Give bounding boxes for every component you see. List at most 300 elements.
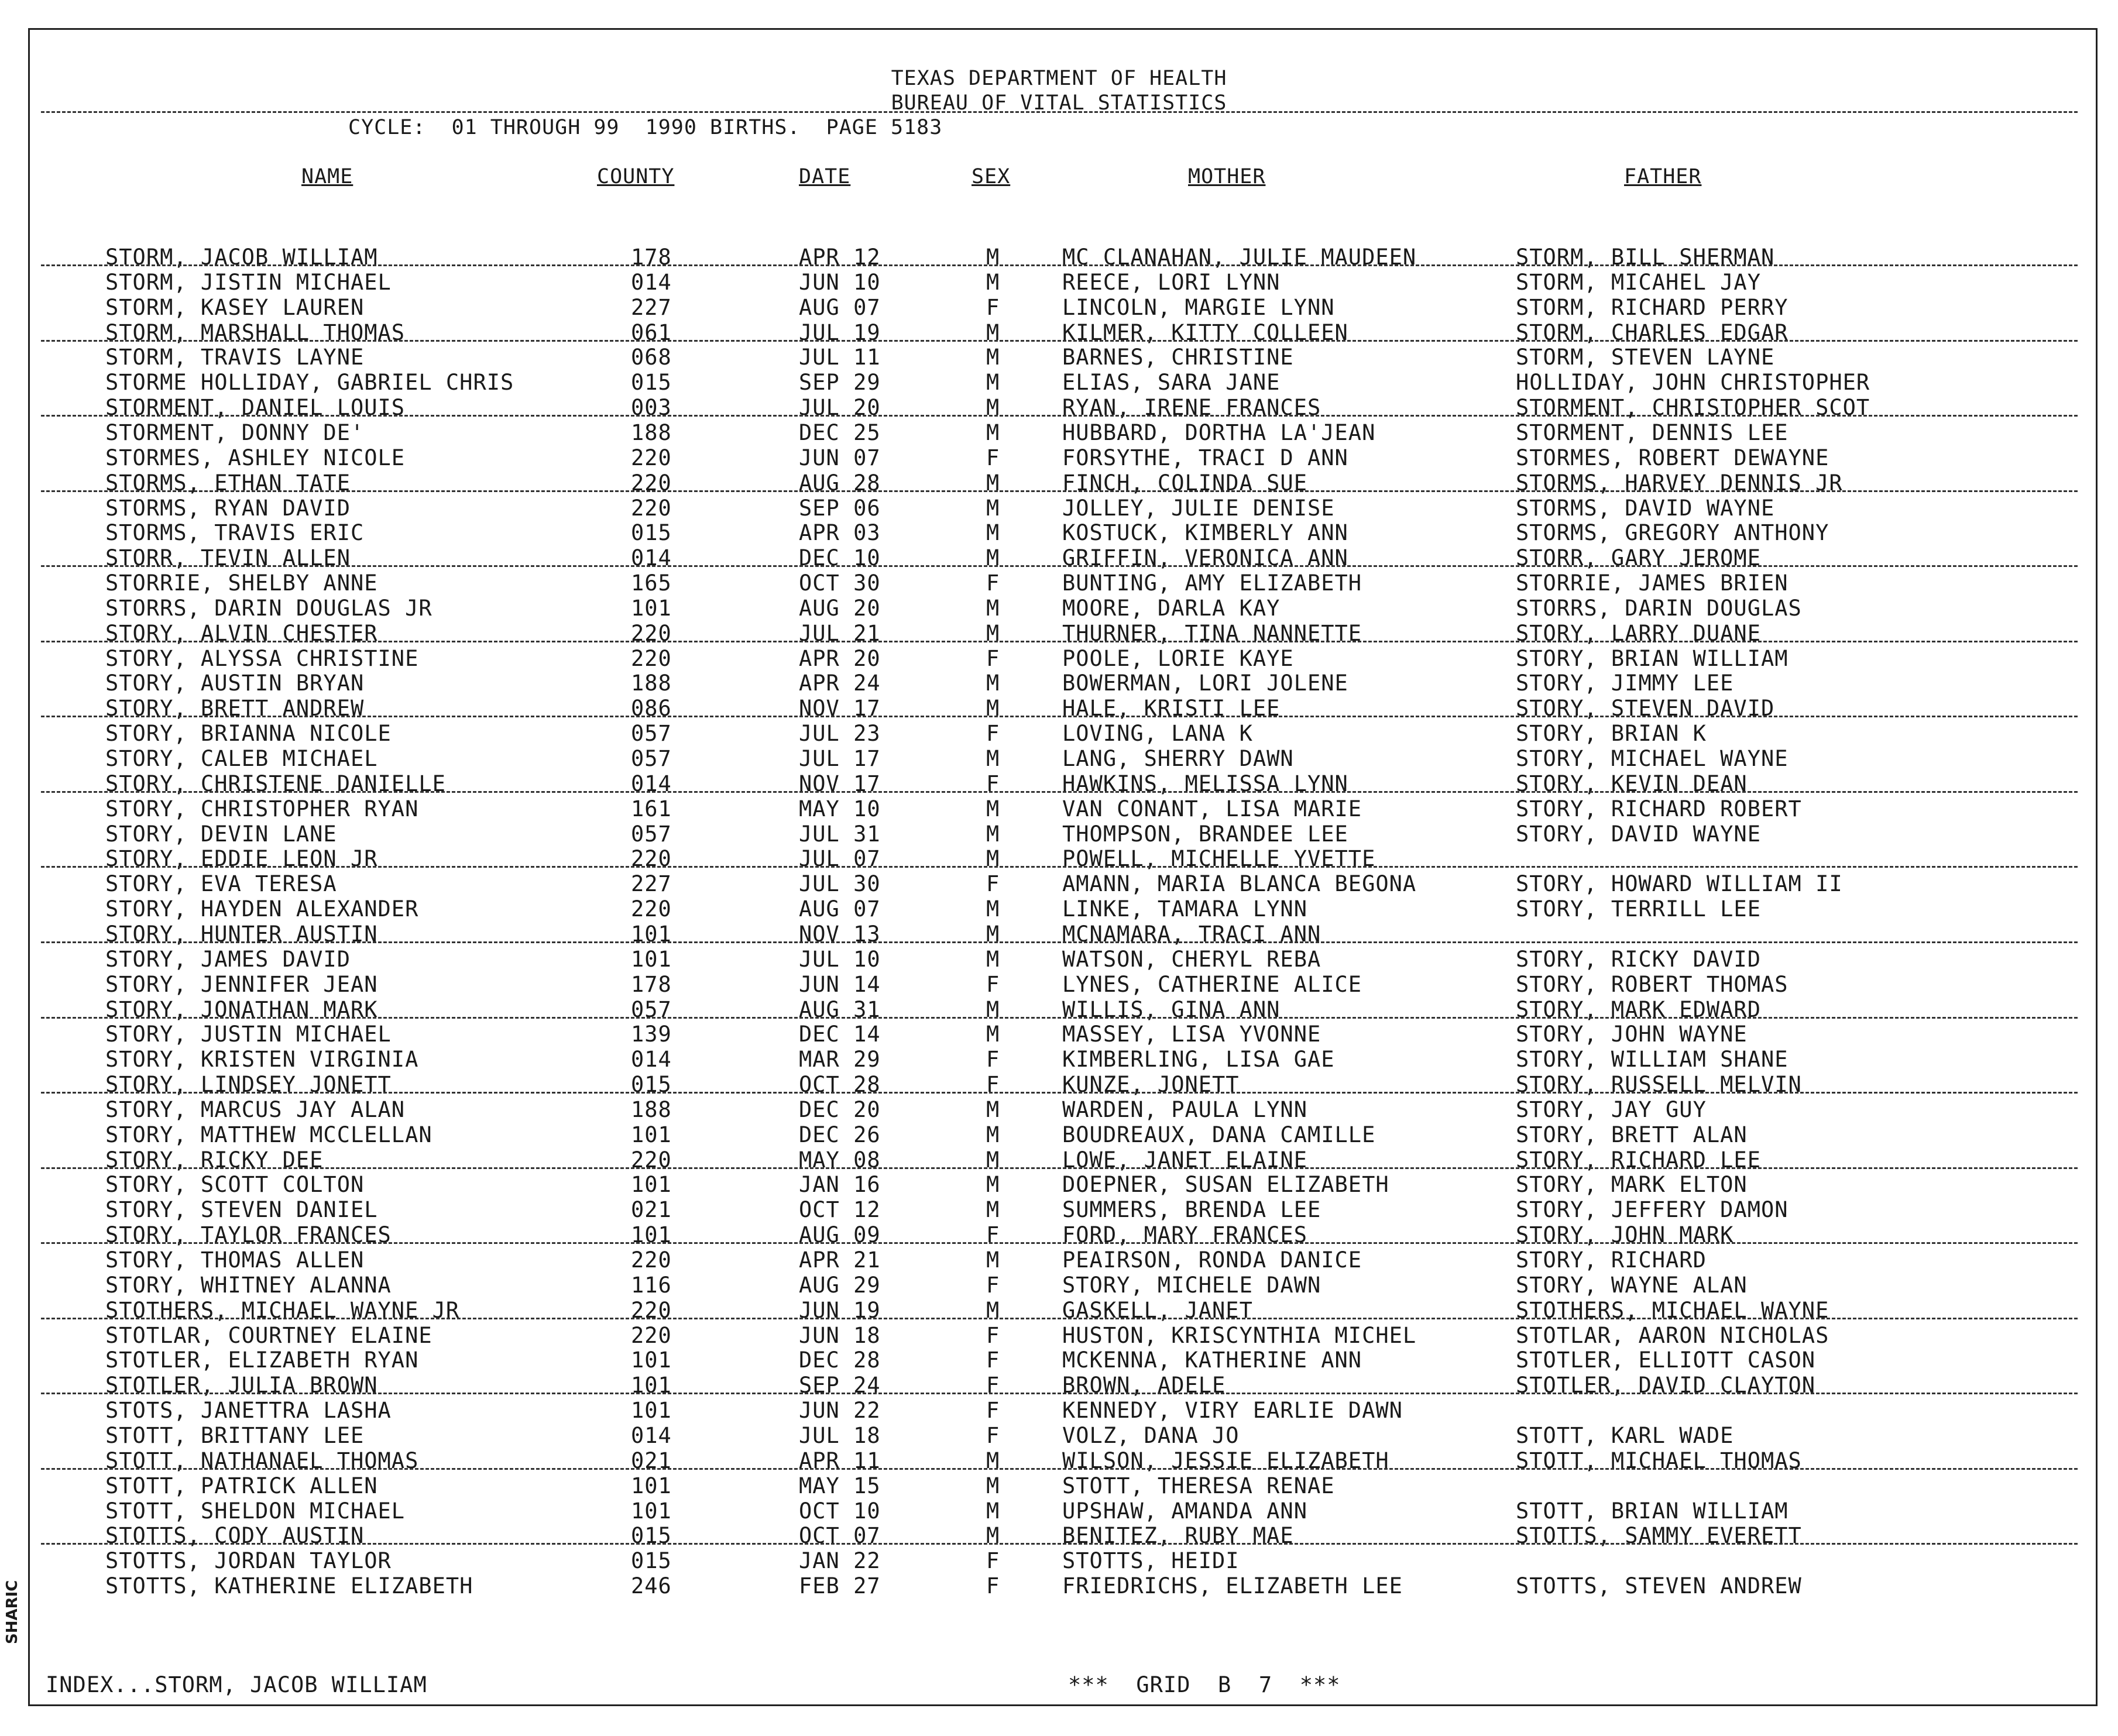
cell-name: STORY, AUSTIN BRYAN — [105, 671, 365, 696]
header-bureau: BUREAU OF VITAL STATISTICS — [891, 91, 1227, 115]
cell-sex: F — [986, 445, 1000, 470]
cell-sex: M — [986, 896, 1000, 922]
cell-sex: F — [986, 570, 1000, 596]
cell-name: STORM, MARSHALL THOMAS — [105, 319, 406, 345]
header-agency: TEXAS DEPARTMENT OF HEALTH — [891, 67, 1227, 90]
cell-father: STORY, JIMMY LEE — [1516, 671, 1734, 696]
cell-county: 220 — [631, 445, 672, 470]
cell-mother: HUBBARD, DORTHA LA'JEAN — [1062, 420, 1376, 445]
cell-name: STORRIE, SHELBY ANNE — [105, 570, 378, 596]
cell-date: OCT 12 — [799, 1197, 881, 1223]
cell-date: JUL 18 — [799, 1422, 881, 1448]
cell-county: 015 — [631, 520, 672, 546]
cell-date: JUN 07 — [799, 445, 881, 470]
table-row — [0, 997, 2118, 1020]
cell-mother: LINKE, TAMARA LYNN — [1062, 896, 1307, 922]
cell-date: JUL 30 — [799, 871, 881, 897]
cell-sex: M — [986, 1297, 1000, 1323]
cell-name: STORY, MARCUS JAY ALAN — [105, 1096, 406, 1122]
cell-name: STORY, ALYSSA CHRISTINE — [105, 645, 419, 671]
cell-mother: FINCH, COLINDA SUE — [1062, 470, 1307, 496]
cell-sex: M — [986, 545, 1000, 571]
cell-sex: M — [986, 1122, 1000, 1147]
cell-mother: PEAIRSON, RONDA DANICE — [1062, 1247, 1362, 1273]
cell-name: STORMS, TRAVIS ERIC — [105, 520, 365, 546]
table-row — [0, 896, 2118, 920]
cell-mother: LYNES, CATHERINE ALICE — [1062, 971, 1362, 997]
table-row — [0, 696, 2118, 719]
table-row — [0, 1448, 2118, 1472]
cell-name: STORM, KASEY LAUREN — [105, 294, 365, 320]
cell-county: 220 — [631, 620, 672, 646]
cell-county: 021 — [631, 1448, 672, 1473]
cell-sex: M — [986, 1448, 1000, 1473]
cell-date: MAR 29 — [799, 1047, 881, 1072]
cell-mother: MCKENNA, KATHERINE ANN — [1062, 1347, 1362, 1373]
cell-date: DEC 26 — [799, 1122, 881, 1147]
cell-date: NOV 13 — [799, 921, 881, 947]
cell-county: 015 — [631, 1548, 672, 1574]
cell-county: 101 — [631, 595, 672, 621]
table-row — [0, 270, 2118, 293]
cell-father: STORMENT, CHRISTOPHER SCOT — [1516, 395, 1870, 421]
cell-date: APR 20 — [799, 645, 881, 671]
cell-county: 101 — [631, 1347, 672, 1373]
cell-county: 057 — [631, 721, 672, 747]
table-row — [0, 1423, 2118, 1446]
cell-county: 057 — [631, 821, 672, 847]
cell-mother: AMANN, MARIA BLANCA BEGONA — [1062, 871, 1417, 897]
cell-father: STORM, RICHARD PERRY — [1516, 294, 1789, 320]
cell-county: 139 — [631, 1022, 672, 1047]
table-row — [0, 1398, 2118, 1424]
table-row — [0, 1373, 2118, 1396]
table-row — [0, 320, 2118, 343]
table-row — [0, 1072, 2118, 1098]
cell-date: DEC 20 — [799, 1096, 881, 1122]
table-row — [0, 646, 2118, 669]
cell-mother: LOWE, JANET ELAINE — [1062, 1147, 1307, 1173]
cell-name: STORY, RICKY DEE — [105, 1147, 324, 1173]
cell-date: JUL 20 — [799, 395, 881, 421]
table-row — [0, 1247, 2118, 1271]
cell-county: 220 — [631, 1147, 672, 1173]
cell-sex: M — [986, 370, 1000, 396]
cell-date: APR 24 — [799, 671, 881, 696]
table-row — [0, 520, 2118, 544]
cell-date: JUL 07 — [799, 846, 881, 872]
column-header-father: FATHER — [1624, 165, 1702, 188]
table-row — [0, 1197, 2118, 1221]
cell-sex: M — [986, 1498, 1000, 1524]
cell-sex: M — [986, 319, 1000, 345]
cell-mother: GRIFFIN, VERONICA ANN — [1062, 545, 1348, 571]
cell-name: STOTTS, JORDAN TAYLOR — [105, 1548, 392, 1574]
cell-father: STORY, STEVEN DAVID — [1516, 696, 1775, 721]
table-row — [0, 1273, 2118, 1296]
table-row — [0, 470, 2118, 494]
cell-father: STORMS, DAVID WAYNE — [1516, 495, 1775, 521]
table-row — [0, 771, 2118, 795]
cell-father: STORY, WAYNE ALAN — [1516, 1272, 1748, 1298]
cell-county: 220 — [631, 495, 672, 521]
cell-sex: F — [986, 1272, 1000, 1298]
cell-date: DEC 14 — [799, 1022, 881, 1047]
cell-mother: LOVING, LANA K — [1062, 721, 1253, 747]
cell-county: 014 — [631, 771, 672, 796]
cell-sex: F — [986, 294, 1000, 320]
cell-county: 101 — [631, 946, 672, 972]
cell-date: JUL 19 — [799, 319, 881, 345]
cell-county: 101 — [631, 1398, 672, 1424]
cell-mother: MOORE, DARLA KAY — [1062, 595, 1281, 621]
cell-county: 015 — [631, 1523, 672, 1549]
table-row — [0, 1047, 2118, 1070]
cell-father: STORY, MICHAEL WAYNE — [1516, 746, 1789, 771]
cell-father: STOTT, BRIAN WILLIAM — [1516, 1498, 1789, 1524]
cell-sex: F — [986, 1373, 1000, 1398]
cell-county: 188 — [631, 420, 672, 445]
cell-mother: WATSON, CHERYL REBA — [1062, 946, 1321, 972]
table-row — [0, 1498, 2118, 1522]
cell-father: STORMES, ROBERT DEWAYNE — [1516, 445, 1829, 470]
cell-county: 178 — [631, 245, 672, 270]
cell-mother: STOTTS, HEIDI — [1062, 1548, 1240, 1574]
cell-name: STORR, TEVIN ALLEN — [105, 545, 351, 571]
table-row — [0, 1122, 2118, 1146]
cell-mother: ELIAS, SARA JANE — [1062, 370, 1281, 396]
cell-mother: KIMBERLING, LISA GAE — [1062, 1047, 1335, 1072]
cell-county: 220 — [631, 1322, 672, 1348]
table-row — [0, 972, 2118, 995]
cell-sex: F — [986, 645, 1000, 671]
cell-name: STORY, THOMAS ALLEN — [105, 1247, 365, 1273]
cell-county: 014 — [631, 545, 672, 571]
cell-date: JUL 31 — [799, 821, 881, 847]
cell-father: STORY, MARK EDWARD — [1516, 996, 1761, 1022]
cell-sex: F — [986, 1422, 1000, 1448]
cell-name: STORY, EVA TERESA — [105, 871, 337, 897]
cell-county: 227 — [631, 871, 672, 897]
cell-county: 021 — [631, 1197, 672, 1223]
cell-name: STOTT, BRITTANY LEE — [105, 1422, 365, 1448]
column-header-name: NAME — [301, 165, 353, 188]
cell-mother: BOUDREAUX, DANA CAMILLE — [1062, 1122, 1376, 1147]
table-row — [0, 295, 2118, 318]
cell-sex: M — [986, 420, 1000, 445]
cell-name: STORY, EDDIE LEON JR — [105, 846, 378, 872]
cell-father: STORY, RUSSELL MELVIN — [1516, 1072, 1802, 1098]
cell-county: 015 — [631, 1072, 672, 1098]
cell-name: STORY, MATTHEW MCCLELLAN — [105, 1122, 432, 1147]
cell-sex: M — [986, 1096, 1000, 1122]
cell-name: STORY, ALVIN CHESTER — [105, 620, 378, 646]
cell-name: STORMENT, DANIEL LOUIS — [105, 395, 406, 421]
cell-county: 165 — [631, 570, 672, 596]
table-row — [0, 1172, 2118, 1198]
table-row — [0, 445, 2118, 469]
cell-county: 101 — [631, 1122, 672, 1147]
cell-county: 101 — [631, 921, 672, 947]
cell-sex: M — [986, 846, 1000, 872]
cell-sex: M — [986, 520, 1000, 546]
cell-date: FEB 27 — [799, 1573, 881, 1599]
cell-county: 220 — [631, 1247, 672, 1273]
cell-father: STORY, RICHARD LEE — [1516, 1147, 1761, 1173]
cell-sex: M — [986, 595, 1000, 621]
cell-date: AUG 28 — [799, 470, 881, 496]
table-row — [0, 370, 2118, 396]
table-row — [0, 245, 2118, 268]
cell-county: 003 — [631, 395, 672, 421]
table-row — [0, 846, 2118, 872]
cell-sex: F — [986, 1347, 1000, 1373]
cell-mother: STORY, MICHELE DAWN — [1062, 1272, 1321, 1298]
cell-father: STORY, DAVID WAYNE — [1516, 821, 1761, 847]
cell-mother: HUSTON, KRISCYNTHIA MICHEL — [1062, 1322, 1417, 1348]
cell-date: AUG 31 — [799, 996, 881, 1022]
cell-date: AUG 09 — [799, 1222, 881, 1248]
cell-county: 188 — [631, 671, 672, 696]
cell-name: STORME HOLLIDAY, GABRIEL CHRIS — [105, 370, 514, 396]
cell-father: STORM, STEVEN LAYNE — [1516, 345, 1775, 370]
table-row — [0, 1473, 2118, 1497]
cell-father: STOTLER, DAVID CLAYTON — [1516, 1373, 1816, 1398]
cell-sex: M — [986, 1523, 1000, 1549]
cell-father: STOTTS, SAMMY EVERETT — [1516, 1523, 1802, 1549]
cell-name: STORY, HUNTER AUSTIN — [105, 921, 378, 947]
cell-name: STORY, BRIANNA NICOLE — [105, 721, 392, 747]
cell-sex: M — [986, 696, 1000, 721]
cell-mother: MASSEY, LISA YVONNE — [1062, 1022, 1321, 1047]
cell-father: STORR, GARY JEROME — [1516, 545, 1761, 571]
cell-mother: BUNTING, AMY ELIZABETH — [1062, 570, 1362, 596]
cell-name: STORY, CHRISTENE DANIELLE — [105, 771, 446, 796]
table-row — [0, 1022, 2118, 1045]
header-divider — [41, 111, 2078, 113]
cell-father: STORMS, GREGORY ANTHONY — [1516, 520, 1829, 546]
cell-name: STORY, SCOTT COLTON — [105, 1172, 365, 1198]
cell-sex: M — [986, 495, 1000, 521]
cell-date: JAN 22 — [799, 1548, 881, 1574]
cell-date: APR 03 — [799, 520, 881, 546]
cell-date: NOV 17 — [799, 696, 881, 721]
cell-mother: BOWERMAN, LORI JOLENE — [1062, 671, 1348, 696]
cell-county: 116 — [631, 1272, 672, 1298]
table-row — [0, 395, 2118, 421]
cell-date: DEC 10 — [799, 545, 881, 571]
cell-sex: M — [986, 996, 1000, 1022]
cell-name: STORY, HAYDEN ALEXANDER — [105, 896, 419, 922]
column-header-sex: SEX — [972, 165, 1011, 188]
cell-name: STOTS, JANETTRA LASHA — [105, 1398, 392, 1424]
cell-sex: F — [986, 1047, 1000, 1072]
cell-name: STORY, JONATHAN MARK — [105, 996, 378, 1022]
cell-name: STORMS, RYAN DAVID — [105, 495, 351, 521]
cell-sex: M — [986, 1172, 1000, 1198]
cell-father: STORY, RICHARD — [1516, 1247, 1707, 1273]
cell-father: STORY, KEVIN DEAN — [1516, 771, 1748, 796]
table-row — [0, 345, 2118, 368]
cell-sex: M — [986, 946, 1000, 972]
cell-date: OCT 10 — [799, 1498, 881, 1524]
cell-name: STORY, JAMES DAVID — [105, 946, 351, 972]
cell-name: STOTTS, KATHERINE ELIZABETH — [105, 1573, 473, 1599]
cell-father: STORY, RICHARD ROBERT — [1516, 796, 1802, 821]
cell-mother: KENNEDY, VIRY EARLIE DAWN — [1062, 1398, 1403, 1424]
cell-mother: WARDEN, PAULA LYNN — [1062, 1096, 1307, 1122]
cell-mother: JOLLEY, JULIE DENISE — [1062, 495, 1335, 521]
cell-date: AUG 29 — [799, 1272, 881, 1298]
column-header-county: COUNTY — [597, 165, 675, 188]
table-row — [0, 922, 2118, 945]
cell-date: JUN 18 — [799, 1322, 881, 1348]
table-row — [0, 796, 2118, 820]
table-row — [0, 1347, 2118, 1371]
table-row — [0, 420, 2118, 444]
table-row — [0, 871, 2118, 895]
cell-date: JUL 21 — [799, 620, 881, 646]
column-header-date: DATE — [799, 165, 851, 188]
cell-mother: WILLIS, GINA ANN — [1062, 996, 1281, 1022]
cell-county: 188 — [631, 1096, 672, 1122]
cell-sex: F — [986, 1573, 1000, 1599]
cell-name: STOTT, PATRICK ALLEN — [105, 1473, 378, 1498]
cell-mother: MC CLANAHAN, JULIE MAUDEEN — [1062, 245, 1417, 270]
cell-mother: LINCOLN, MARGIE LYNN — [1062, 294, 1335, 320]
cell-mother: VAN CONANT, LISA MARIE — [1062, 796, 1362, 821]
cell-mother: DOEPNER, SUSAN ELIZABETH — [1062, 1172, 1389, 1198]
side-label: SHARIC — [4, 1580, 21, 1644]
cell-date: JUN 19 — [799, 1297, 881, 1323]
cell-father: STORY, MARK ELTON — [1516, 1172, 1748, 1198]
cell-sex: M — [986, 796, 1000, 821]
cell-sex: M — [986, 620, 1000, 646]
cell-name: STORY, DEVIN LANE — [105, 821, 337, 847]
cell-father: STORM, MICAHEL JAY — [1516, 269, 1761, 295]
cell-sex: F — [986, 1398, 1000, 1424]
cell-date: OCT 30 — [799, 570, 881, 596]
cell-date: JUL 23 — [799, 721, 881, 747]
cell-county: 246 — [631, 1573, 672, 1599]
cell-name: STORY, WHITNEY ALANNA — [105, 1272, 392, 1298]
cell-name: STORY, BRETT ANDREW — [105, 696, 365, 721]
cell-sex: F — [986, 771, 1000, 796]
cell-date: JUL 17 — [799, 746, 881, 771]
cell-name: STOTLER, ELIZABETH RYAN — [105, 1347, 419, 1373]
cell-sex: M — [986, 1473, 1000, 1498]
cell-county: 220 — [631, 846, 672, 872]
cell-sex: M — [986, 245, 1000, 270]
cell-county: 086 — [631, 696, 672, 721]
cell-mother: GASKELL, JANET — [1062, 1297, 1253, 1323]
cell-sex: F — [986, 1322, 1000, 1348]
table-row — [0, 1298, 2118, 1321]
cell-mother: FORD, MARY FRANCES — [1062, 1222, 1307, 1248]
cell-mother: POWELL, MICHELLE YVETTE — [1062, 846, 1376, 872]
table-row — [0, 821, 2118, 845]
cell-mother: STOTT, THERESA RENAE — [1062, 1473, 1335, 1498]
cell-name: STORM, JACOB WILLIAM — [105, 245, 378, 270]
cell-name: STORMS, ETHAN TATE — [105, 470, 351, 496]
cell-name: STORY, CALEB MICHAEL — [105, 746, 378, 771]
cell-date: SEP 06 — [799, 495, 881, 521]
cell-date: APR 12 — [799, 245, 881, 270]
cell-date: DEC 28 — [799, 1347, 881, 1373]
cell-father: STORRS, DARIN DOUGLAS — [1516, 595, 1802, 621]
cell-father: STOTT, KARL WADE — [1516, 1422, 1734, 1448]
cell-date: JUN 22 — [799, 1398, 881, 1424]
cell-sex: F — [986, 721, 1000, 747]
cell-sex: M — [986, 1147, 1000, 1173]
cell-mother: HAWKINS, MELISSA LYNN — [1062, 771, 1348, 796]
table-row — [0, 721, 2118, 747]
cell-mother: RYAN, IRENE FRANCES — [1062, 395, 1321, 421]
cell-mother: FORSYTHE, TRACI D ANN — [1062, 445, 1348, 470]
footer-index: INDEX...STORM, JACOB WILLIAM — [46, 1672, 427, 1697]
cell-date: JAN 16 — [799, 1172, 881, 1198]
cell-sex: M — [986, 470, 1000, 496]
cell-date: SEP 29 — [799, 370, 881, 396]
cell-mother: BENITEZ, RUBY MAE — [1062, 1523, 1294, 1549]
cell-date: MAY 10 — [799, 796, 881, 821]
cell-name: STORM, JISTIN MICHAEL — [105, 269, 392, 295]
cell-father: STOTHERS, MICHAEL WAYNE — [1516, 1297, 1829, 1323]
cell-mother: THURNER, TINA NANNETTE — [1062, 620, 1362, 646]
cell-county: 015 — [631, 370, 672, 396]
cell-father: STOTT, MICHAEL THOMAS — [1516, 1448, 1802, 1473]
cell-sex: M — [986, 269, 1000, 295]
cell-father: STORY, LARRY DUANE — [1516, 620, 1761, 646]
table-row — [0, 1548, 2118, 1572]
cell-mother: MCNAMARA, TRACI ANN — [1062, 921, 1321, 947]
cell-county: 220 — [631, 645, 672, 671]
cell-county: 101 — [631, 1373, 672, 1398]
cell-sex: F — [986, 871, 1000, 897]
cell-father: STORY, JOHN MARK — [1516, 1222, 1734, 1248]
cell-name: STOTTS, CODY AUSTIN — [105, 1523, 365, 1549]
cell-county: 057 — [631, 996, 672, 1022]
cell-sex: M — [986, 1197, 1000, 1223]
cell-father: STORY, JOHN WAYNE — [1516, 1022, 1748, 1047]
cell-sex: M — [986, 821, 1000, 847]
cell-name: STOTLER, JULIA BROWN — [105, 1373, 378, 1398]
cell-county: 178 — [631, 971, 672, 997]
cell-name: STORY, STEVEN DANIEL — [105, 1197, 378, 1223]
cell-father: STORY, BRIAN WILLIAM — [1516, 645, 1789, 671]
cell-date: OCT 28 — [799, 1072, 881, 1098]
cell-mother: BROWN, ADELE — [1062, 1373, 1226, 1398]
cell-county: 161 — [631, 796, 672, 821]
cell-sex: F — [986, 1222, 1000, 1248]
cell-county: 014 — [631, 1047, 672, 1072]
cell-father: STORY, BRIAN K — [1516, 721, 1707, 747]
cell-county: 014 — [631, 1422, 672, 1448]
cell-father: HOLLIDAY, JOHN CHRISTOPHER — [1516, 370, 1870, 396]
cell-father: STORY, ROBERT THOMAS — [1516, 971, 1789, 997]
cell-father: STORY, JEFFERY DAMON — [1516, 1197, 1789, 1223]
cell-father: STOTTS, STEVEN ANDREW — [1516, 1573, 1802, 1599]
cell-mother: BARNES, CHRISTINE — [1062, 345, 1294, 370]
cell-sex: M — [986, 671, 1000, 696]
cell-county: 220 — [631, 1297, 672, 1323]
cell-name: STORY, KRISTEN VIRGINIA — [105, 1047, 419, 1072]
cell-mother: THOMPSON, BRANDEE LEE — [1062, 821, 1348, 847]
cell-sex: M — [986, 746, 1000, 771]
column-header-mother: MOTHER — [1188, 165, 1266, 188]
cell-mother: POOLE, LORIE KAYE — [1062, 645, 1294, 671]
cell-mother: UPSHAW, AMANDA ANN — [1062, 1498, 1307, 1524]
